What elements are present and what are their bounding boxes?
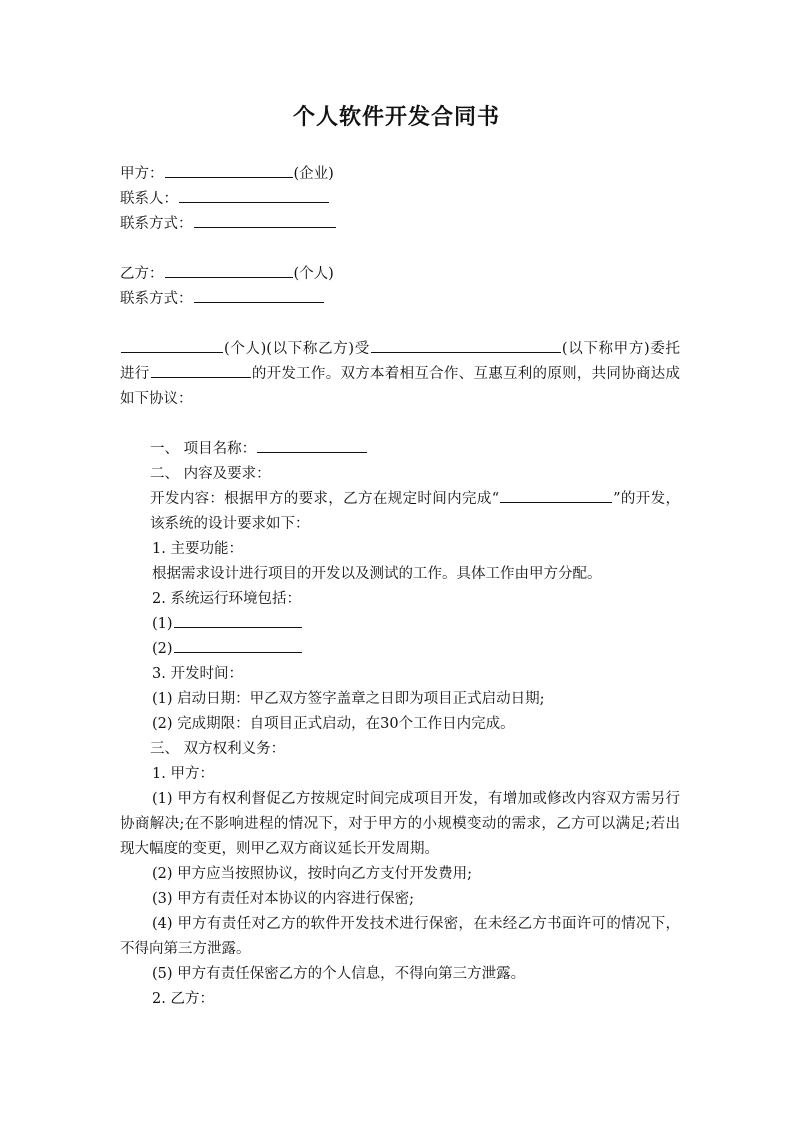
section-2-heading: 二、 内容及要求： — [150, 466, 271, 482]
party-a-duty-4: (4) 甲方有责任对乙方的软件开发技术进行保密，在未经乙方书面许可的情况下，不得向第三方泄露。 — [120, 916, 680, 957]
party-a-duty-1: (1) 甲方有权利督促乙方按规定时间完成项目开发，有增加或修改内容双方需另行协商解决;在不影响进程的情况下，对于甲方的小规模变动的需求，乙方可以满足;若出现大幅度的变更，则甲乙双方商议延长开发周期。 — [120, 791, 680, 857]
spacer — [120, 312, 680, 337]
environment-item-2 — [120, 637, 680, 662]
party-b-duties-heading: 2. 乙方： — [152, 991, 214, 1007]
party-b-suffix: (个人) — [293, 266, 334, 282]
party-a-label: 甲方： — [120, 166, 164, 182]
environment-heading: 2. 系统运行环境包括： — [152, 591, 301, 607]
dev-content-part1: 开发内容：根据甲方的要求，乙方在规定时间内完成“ — [150, 491, 500, 507]
party-a-duty-2: (2) 甲方应当按照协议，按时向乙方支付开发费用; — [152, 866, 473, 882]
party-a-contact-label: 联系人： — [120, 191, 178, 207]
dev-time-item-1: (1) 启动日期：甲乙双方签字盖章之日即为项目正式启动日期; — [152, 691, 545, 707]
document-body — [120, 162, 680, 1012]
party-a-duties-heading: 1. 甲方： — [152, 766, 214, 782]
party-a-duty-3: (3) 甲方有责任对本协议的内容进行保密; — [152, 891, 415, 907]
project-name-blank[interactable] — [257, 437, 367, 453]
section-1-line — [120, 437, 680, 462]
main-function-text: 根据需求设计进行项目的开发以及测试的工作。具体工作由甲方分配。 — [152, 566, 602, 582]
party-a-contact-blank[interactable] — [179, 187, 329, 203]
intro-party-b-blank[interactable] — [121, 337, 223, 353]
party-a-name-blank[interactable] — [165, 162, 293, 178]
party-b-method-label: 联系方式： — [120, 291, 193, 307]
party-a-line — [120, 162, 680, 187]
environment-item-2-label: (2) — [152, 641, 173, 657]
system-name-blank[interactable] — [500, 487, 612, 503]
party-b-method-blank[interactable] — [194, 287, 324, 303]
section-3-heading: 三、 双方权利义务： — [150, 741, 286, 757]
dev-content-part2: ”的开发，该系统的设计要求如下： — [150, 491, 680, 532]
intro-project-blank[interactable] — [151, 362, 251, 378]
intro-part2: (以下称甲方)委托进行 — [120, 341, 680, 382]
party-b-label: 乙方： — [120, 266, 164, 282]
dev-content-paragraph — [120, 487, 680, 537]
spacer — [120, 237, 680, 262]
party-a-suffix: (企业) — [293, 166, 334, 182]
environment-item-1-blank[interactable] — [174, 612, 302, 628]
dev-time-item-2: (2) 完成期限：自项目正式启动，在30个工作日内完成。 — [152, 716, 515, 732]
party-a-duty-5: (5) 甲方有责任保密乙方的个人信息，不得向第三方泄露。 — [152, 966, 526, 982]
main-function-heading: 1. 主要功能： — [152, 541, 243, 557]
document-title: 个人软件开发合同书 — [292, 104, 500, 130]
party-a-contact-line — [120, 187, 680, 212]
party-a-method-blank[interactable] — [194, 212, 336, 228]
intro-paragraph — [120, 337, 680, 412]
environment-item-1-label: (1) — [152, 616, 173, 632]
party-b-method-line — [120, 287, 680, 312]
intro-part1: (个人)(以下称乙方)受 — [224, 341, 370, 357]
intro-part3: 的开发工作。双方本着相互合作、互惠互利的原则，共同协商达成如下协议： — [120, 366, 681, 407]
party-b-line — [120, 262, 680, 287]
party-b-name-blank[interactable] — [165, 262, 293, 278]
party-a-method-line — [120, 212, 680, 237]
intro-party-a-blank[interactable] — [371, 337, 561, 353]
dev-time-heading: 3. 开发时间： — [152, 666, 243, 682]
section-1-label: 一、 项目名称： — [150, 441, 257, 457]
party-a-method-label: 联系方式： — [120, 216, 193, 232]
environment-item-1 — [120, 612, 680, 637]
spacer — [120, 412, 680, 437]
environment-item-2-blank[interactable] — [174, 637, 302, 653]
